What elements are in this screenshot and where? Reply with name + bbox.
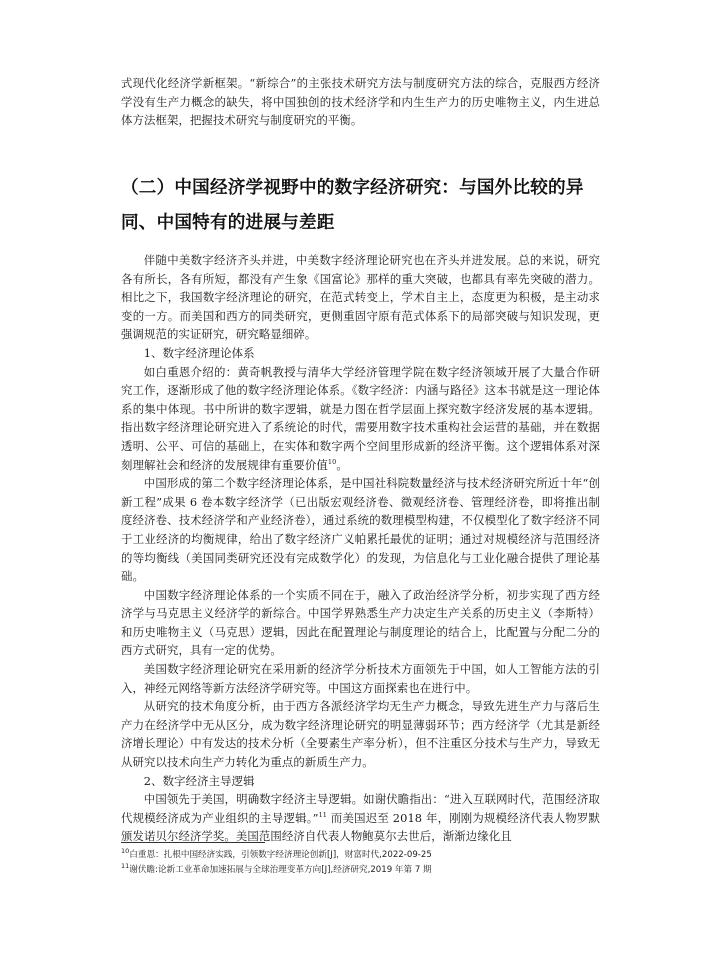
section-heading: （二）中国经济学视野中的数字经济研究：与国外比较的异同、中国特有的进展与差距 (121, 178, 584, 233)
intro-paragraph (121, 74, 600, 130)
subheading-2: 2、数字经济主导逻辑 (143, 773, 255, 788)
paragraph-3: 中国形成的第二个数字经济理论体系，是中国社科院数量经济与技术经济研究所近十年“创新工程”成果 6 卷本数字经济学（已出版宏观经济卷、微观经济卷、管理经济卷，即将推出制度经济卷、技术经济学和产业经济卷），通过系统的数理模型构建，不仅模型化了数字经济不同于工业经济的均衡规律，给出了数字经济广义帕累托最优的证明；通过对规模经济与范围经济的等均衡线（美国同类研究还没有完成数学化）的发现，为信息化与工业化融合提供了理论基础。 (121, 476, 600, 584)
paragraph-5: 美国数字经济理论研究在采用新的经济学分析技术方面领先于中国，如人工智能方法的引入，神经元网络等新方法经济学研究等。中国这方面探索也在进行中。 (121, 662, 600, 695)
footnote-10-text: 白重恩：扎根中国经济实践，引领数字经济理论创新[J]，财富时代,2022-09-25 (129, 850, 432, 860)
paragraph-2 (121, 363, 600, 475)
body-text (121, 251, 600, 846)
paragraph-7-text-2: 而美国迟至 2018 年，刚刚为规模经济代表人物罗默颁发诺贝尔经济学奖。美国范围经济自代表人物鲍莫尔去世后，渐渐边缘化且 (121, 810, 600, 844)
paragraph-7-text-1: 中国领先于美国，明确数字经济主导逻辑。如谢伏瞻指出：“进入互联网时代，范围经济取代规模经济成为产业组织的主导逻辑。” (121, 792, 600, 825)
subheading-1: 1、数字经济理论体系 (143, 345, 255, 360)
footnote-11 (121, 863, 600, 878)
footnotes (121, 848, 600, 878)
footnote-separator (121, 842, 265, 843)
footnote-ref-10[interactable]: 10 (327, 457, 337, 466)
paragraph-6: 从研究的技术角度分析，由于西方各派经济学均无生产力概念，导致先进生产力与落后生产力在经济学中无从区分，成为数字经济理论研究的明显薄弱环节；西方经济学（尤其是新经济增长理论）中有发达的技术分析（全要素生产率分析），但不注重区分技术与生产力，导致无从研究以技术向生产力转化为重点的新质生产力。 (121, 699, 600, 770)
paragraph-7 (121, 790, 600, 846)
footnote-10 (121, 848, 600, 863)
intro-paragraph-text: 式现代化经济学新框架。“新综合”的主张技术研究方法与制度研究方法的综合，克服西方经济学没有生产力概念的缺失，将中国独创的技术经济学和内生生产力的历史唯物主义，内生进总体方法框架，把握技术研究与制度研究的平衡。 (121, 76, 600, 128)
footnote-11-number: 11 (121, 862, 130, 871)
paragraph-2-text: 如白重恩介绍的：黄奇帆教授与清华大学经济管理学院在数字经济领域开展了大量合作研究工作，逐渐形成了他的数字经济理论体系。《数字经济：内涵与路径》这本书就是这一理论体系的集中体现。书中所讲的数字逻辑，就是力图在哲学层面上探究数字经济发展的基本逻辑。指出数字经济理论研究进入了系统论的时代，需要用数字技术重构社会运营的基础，并在数据透明、公平、可信的基础上，在实体和数字两个空间里形成新的经济平衡。这个逻辑体系对深刻理解社会和经济的发展规律有重要价值 (121, 364, 600, 472)
footnote-11-text: 谢伏瞻:论新工业革命加速拓展与全球治理变革方向[J],经济研究,2019 年第 7 期 (129, 865, 432, 875)
paragraph-2-end: 。 (336, 457, 348, 472)
footnote-ref-11[interactable]: 11 (318, 811, 328, 820)
paragraph-4: 中国数字经济理论体系的一个实质不同在于，融入了政治经济学分析，初步实现了西方经济学与马克思主义经济学的新综合。中国学界熟悉生产力决定生产关系的历史主义（李斯特）和历史唯物主义（马克思）逻辑，因此在配置理论与制度理论的结合上，比配置与分配二分的西方式研究，具有一定的优势。 (121, 587, 600, 658)
paragraph-1: 伴随中美数字经济齐头并进，中美数字经济理论研究也在齐头并进发展。总的来说，研究各有所长，各有所短，都没有产生象《国富论》那样的重大突破，也都具有率先突破的潜力。相比之下，我国数字经济理论的研究，在范式转变上，学术自主上，态度更为积极，是主动求变的一方。而美国和西方的同类研究，更侧重固守原有范式体系下的局部突破与知识发现，更强调规范的实证研究，研究略显细碎。 (121, 253, 600, 342)
footnote-10-number: 10 (121, 847, 130, 856)
